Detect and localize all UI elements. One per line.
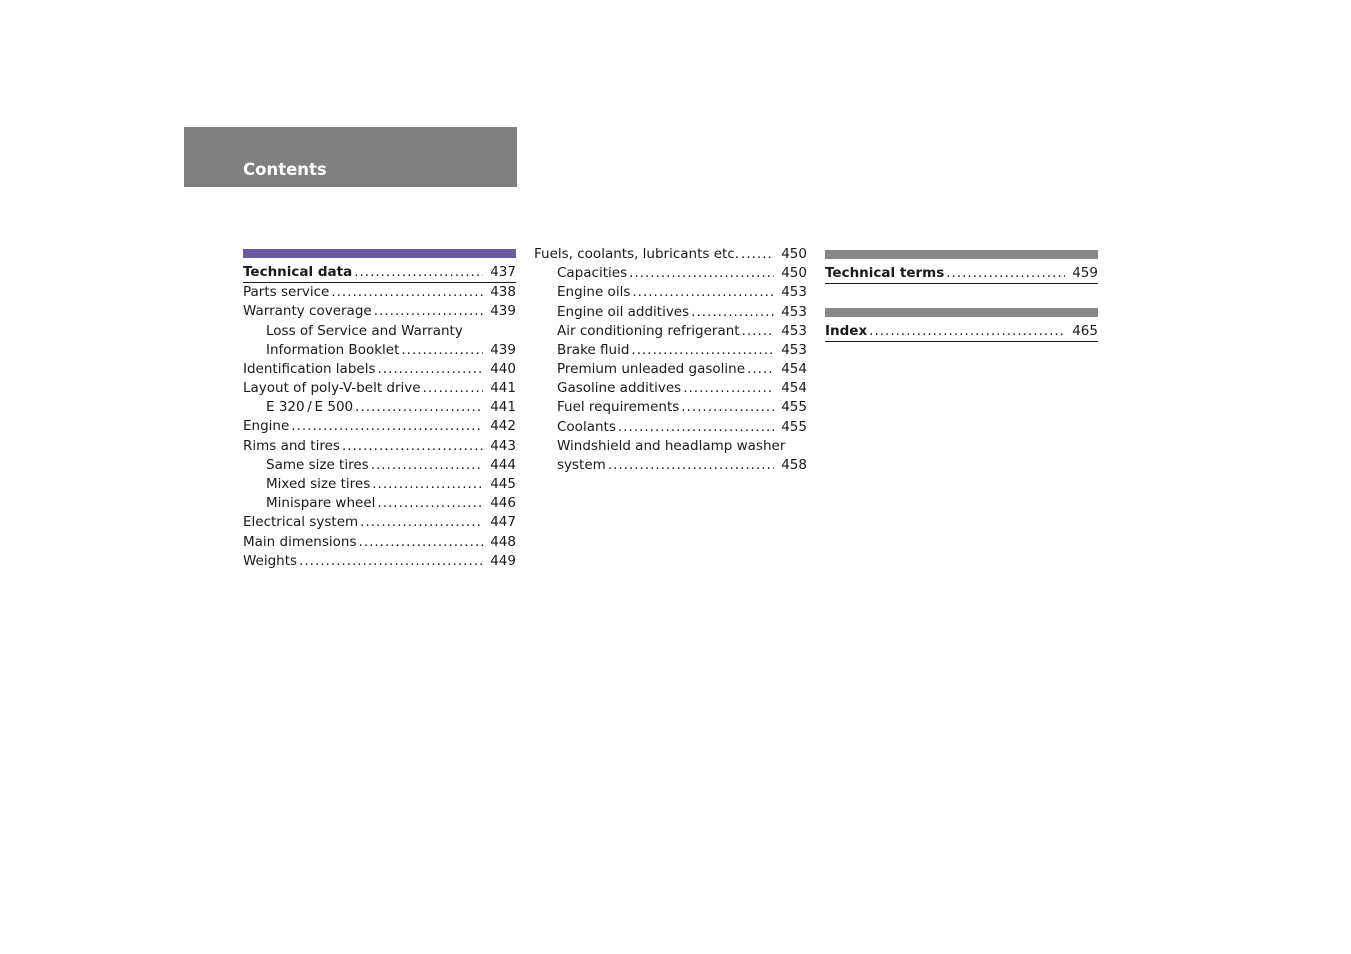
leader-dots xyxy=(739,245,774,264)
toc-entry-engine[interactable] xyxy=(243,418,516,437)
leader-dots xyxy=(679,398,774,417)
toc-entry-rims-and-tires[interactable] xyxy=(243,437,516,456)
toc-entry-label: Engine xyxy=(243,418,290,435)
leader-dots xyxy=(376,360,484,379)
leader-dots xyxy=(353,398,483,417)
toc-entry-page: 440 xyxy=(490,360,516,377)
toc-entry-label: E 320 / E 500 xyxy=(266,399,354,416)
toc-entry-label: Mixed size tires xyxy=(266,476,371,493)
toc-entry-weights[interactable] xyxy=(243,552,516,571)
header-band xyxy=(184,127,517,187)
toc-entry-washer-system[interactable] xyxy=(534,456,807,475)
toc-entry-brake-fluid[interactable] xyxy=(534,341,807,360)
toc-entry-gasoline-additives[interactable] xyxy=(534,379,807,398)
toc-entry-premium-unleaded[interactable] xyxy=(534,360,807,379)
toc-entry-page: 438 xyxy=(490,284,516,301)
leader-dots xyxy=(372,302,483,321)
toc-entry-page: 445 xyxy=(490,476,516,493)
leader-dots xyxy=(375,494,483,513)
toc-entry-page: 441 xyxy=(490,399,516,416)
toc-entry-mixed-size-tires[interactable] xyxy=(243,475,516,494)
toc-entry-label: Technical terms xyxy=(825,264,945,281)
toc-entry-page: 448 xyxy=(490,533,516,550)
leader-dots xyxy=(867,322,1065,341)
toc-entry-page: 447 xyxy=(490,514,516,531)
toc-entry-page: 453 xyxy=(781,284,807,301)
toc-entry-page: 442 xyxy=(490,418,516,435)
toc-entry-label: Same size tires xyxy=(266,456,369,473)
toc-entry-label: Warranty coverage xyxy=(243,303,372,320)
toc-entry-page: 444 xyxy=(490,456,516,473)
toc-entry-page: 449 xyxy=(490,552,516,569)
toc-entry-same-size-tires[interactable] xyxy=(243,456,516,475)
toc-entry-label: Gasoline additives xyxy=(557,380,682,397)
toc-column-terms-index xyxy=(825,250,1098,342)
leader-dots xyxy=(740,322,774,341)
toc-entry-label: Premium unleaded gasoline xyxy=(557,361,746,378)
leader-dots xyxy=(421,379,483,398)
toc-entry-ac-refrigerant[interactable] xyxy=(534,322,807,341)
toc-entry-label: Coolants xyxy=(557,418,616,435)
toc-entry-page: 450 xyxy=(781,245,807,262)
toc-entry-page: 437 xyxy=(490,263,516,280)
leader-dots xyxy=(356,533,483,552)
toc-entry-washer-system-line1[interactable]: Windshield and headlamp washer xyxy=(557,437,786,454)
toc-entry-label: Technical data xyxy=(243,263,353,280)
toc-entry-poly-v-belt[interactable] xyxy=(243,379,516,398)
toc-entry-page: 439 xyxy=(490,303,516,320)
toc-entry-engine-oils[interactable] xyxy=(534,283,807,302)
toc-entry-e320-e500[interactable] xyxy=(243,398,516,417)
toc-column-fuels xyxy=(534,245,807,475)
toc-entry-page: 441 xyxy=(490,380,516,397)
toc-entry-label: Layout of poly-V-belt drive xyxy=(243,380,421,397)
toc-entry-identification-labels[interactable] xyxy=(243,360,516,379)
leader-dots xyxy=(606,456,774,475)
toc-entry-label: Minispare wheel xyxy=(266,495,376,512)
toc-entry-label: Main dimensions xyxy=(243,533,357,550)
toc-entry-page: 458 xyxy=(781,457,807,474)
leader-dots xyxy=(340,437,483,456)
leader-dots xyxy=(627,264,774,283)
toc-entry-page: 443 xyxy=(490,437,516,454)
toc-entry-main-dimensions[interactable] xyxy=(243,533,516,552)
toc-column-technical-data xyxy=(243,249,516,571)
leader-dots xyxy=(629,341,774,360)
section-gap xyxy=(825,284,1098,308)
toc-entry-label: Information Booklet xyxy=(266,341,400,358)
toc-entry-label: Rims and tires xyxy=(243,437,340,454)
toc-entry-electrical-system[interactable] xyxy=(243,513,516,532)
toc-entry-page: 459 xyxy=(1072,264,1098,281)
toc-entry-page: 465 xyxy=(1072,323,1098,340)
toc-entry-coolants[interactable] xyxy=(534,418,807,437)
toc-entry-page: 439 xyxy=(490,341,516,358)
leader-dots xyxy=(352,263,483,282)
toc-entry-label: Weights xyxy=(243,552,298,569)
leader-dots xyxy=(689,303,774,322)
toc-entry-label: Engine oil additives xyxy=(557,303,690,320)
toc-entry-label: Air conditioning refrigerant xyxy=(557,322,740,339)
toc-entry-fuel-requirements[interactable] xyxy=(534,399,807,418)
toc-entry-loss-of-service[interactable] xyxy=(243,341,516,360)
toc-entry-label: Parts service xyxy=(243,284,330,301)
toc-entry-engine-oil-additives[interactable] xyxy=(534,303,807,322)
leader-dots xyxy=(745,360,774,379)
toc-entry-page: 455 xyxy=(781,399,807,416)
toc-entry-page: 453 xyxy=(781,303,807,320)
page-title: Contents xyxy=(243,160,327,179)
leader-dots xyxy=(944,264,1065,283)
toc-entry-fuels-coolants[interactable] xyxy=(534,245,807,264)
toc-entry-technical-terms[interactable] xyxy=(825,264,1098,284)
toc-entry-warranty-coverage[interactable] xyxy=(243,302,516,321)
toc-entry-page: 454 xyxy=(781,361,807,378)
toc-entry-loss-of-service-line1[interactable]: Loss of Service and Warranty xyxy=(266,322,463,339)
toc-entry-label: Electrical system xyxy=(243,514,359,531)
toc-entry-label: Brake fluid xyxy=(557,341,630,358)
toc-entry-page: 453 xyxy=(781,341,807,358)
toc-entry-capacities[interactable] xyxy=(534,264,807,283)
toc-entry-label: Index xyxy=(825,323,868,340)
toc-entry-page: 446 xyxy=(490,495,516,512)
leader-dots xyxy=(616,418,774,437)
leader-dots xyxy=(329,283,483,302)
toc-entry-page: 453 xyxy=(781,322,807,339)
toc-entry-label: Engine oils xyxy=(557,284,631,301)
toc-entry-minispare-wheel[interactable] xyxy=(243,494,516,513)
leader-dots xyxy=(681,379,774,398)
section-bar-purple xyxy=(243,249,516,258)
leader-dots xyxy=(630,283,774,302)
leader-dots xyxy=(369,456,483,475)
toc-entry-label: Fuels, coolants, lubricants etc. xyxy=(534,245,740,262)
toc-entry-technical-data[interactable] xyxy=(243,263,516,283)
toc-entry-page: 450 xyxy=(781,265,807,282)
toc-entry-page: 455 xyxy=(781,418,807,435)
toc-entry-label: Capacities xyxy=(557,265,628,282)
toc-entry-label: Fuel requirements xyxy=(557,399,680,416)
toc-entry-page: 454 xyxy=(781,380,807,397)
leader-dots xyxy=(399,341,483,360)
toc-entry-label: system xyxy=(557,457,606,474)
leader-dots xyxy=(358,513,483,532)
leader-dots xyxy=(297,552,483,571)
section-bar-gray xyxy=(825,250,1098,259)
section-bar-gray xyxy=(825,308,1098,317)
leader-dots xyxy=(370,475,483,494)
toc-entry-parts-service[interactable] xyxy=(243,283,516,302)
toc-entry-index[interactable] xyxy=(825,322,1098,342)
leader-dots xyxy=(289,417,483,436)
toc-entry-label: Identification labels xyxy=(243,360,376,377)
